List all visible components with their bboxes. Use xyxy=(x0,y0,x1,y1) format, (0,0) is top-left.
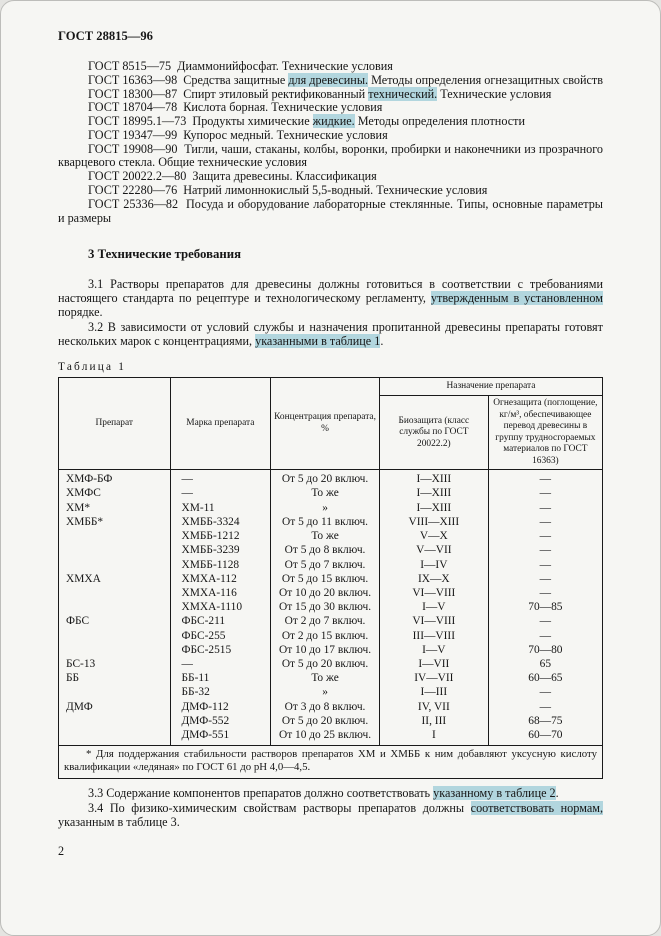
highlighted-text: указанными в таблице 1 xyxy=(255,334,381,348)
table-row xyxy=(59,558,603,572)
table-cell: — xyxy=(488,686,602,700)
table-row xyxy=(59,714,603,728)
table-cell: — xyxy=(488,501,602,515)
table-cell: ХМ-11 xyxy=(170,501,271,515)
table-cell: ФБС-2515 xyxy=(170,643,271,657)
table-cell: От 5 до 20 включ. xyxy=(271,658,380,672)
table-cell: От 5 до 8 включ. xyxy=(271,544,380,558)
table-cell: — xyxy=(488,544,602,558)
text-segment: Методы определения огнезащитных свойств xyxy=(368,72,603,87)
text-segment: 3.2 В зависимости от условий службы и назначения пропитанной древесины препараты готовят нескольких марок с концентрациями, xyxy=(58,320,603,348)
col-header-naznachenie: Назначение препарата xyxy=(379,377,602,395)
table-row xyxy=(59,686,603,700)
table-cell: 70—80 xyxy=(488,643,602,657)
reference-line xyxy=(58,88,603,102)
table-cell: ХМХА-1110 xyxy=(170,601,271,615)
table-row xyxy=(59,729,603,746)
col-header-concentration: Концентрация препарата, % xyxy=(271,377,380,469)
section-heading: 3 Технические требования xyxy=(88,247,242,262)
table-cell: I—V xyxy=(379,643,488,657)
paragraph-3-3 xyxy=(58,787,603,801)
table-cell: ХМББ-3324 xyxy=(170,515,271,529)
table-cell: 60—65 xyxy=(488,672,602,686)
table-cell: V—X xyxy=(379,530,488,544)
table-row xyxy=(59,501,603,515)
table-footnote: * Для поддержания стабильности растворов препаратов ХМ и ХМББ к ним добавляют уксусную кислоту квалификации «ледяная» по ГОСТ 61 до рН 4,0—4,5. xyxy=(59,746,603,779)
table-cell: IV, VII xyxy=(379,700,488,714)
table-cell: ББ-32 xyxy=(170,686,271,700)
text-segment: ГОСТ 20022.2—80 Защита древесины. Классификация xyxy=(88,169,377,184)
table-cell: I—XIII xyxy=(379,470,488,487)
col-header-marka: Марка препарата xyxy=(170,377,271,469)
table-cell: ХМФС xyxy=(59,487,171,501)
table-cell: ХМББ-1212 xyxy=(170,530,271,544)
table-cell: VI—VIII xyxy=(379,586,488,600)
table-cell: То же xyxy=(271,487,380,501)
table-cell: ФБС xyxy=(59,615,171,629)
text-segment: 3.1 Растворы препаратов для древесины должны готовиться в соответствии с требованиями настоящего стандарта по рецептуре и технологическому регламенту, xyxy=(58,277,603,306)
table-cell xyxy=(59,586,171,600)
col-header-preparat: Препарат xyxy=(59,377,171,469)
table-cell: БС-13 xyxy=(59,658,171,672)
table-cell: ФБС-211 xyxy=(170,615,271,629)
table-cell: ХМ* xyxy=(59,501,171,515)
table-cell: От 2 до 7 включ. xyxy=(271,615,380,629)
table-cell: — xyxy=(488,515,602,529)
text-segment: ГОСТ 25336—82 Посуда и оборудование лабораторные стеклянные. Типы, основные параметры и размеры xyxy=(58,196,603,225)
table-cell: ФБС-255 xyxy=(170,629,271,643)
table-cell: — xyxy=(488,700,602,714)
table-row xyxy=(59,629,603,643)
text-segment: Технические условия xyxy=(437,86,552,101)
table-cell: ХМББ* xyxy=(59,515,171,529)
table-cell: — xyxy=(488,615,602,629)
table-row xyxy=(59,672,603,686)
table-cell: — xyxy=(488,530,602,544)
table-row xyxy=(59,530,603,544)
text-segment: ГОСТ 19908—90 Тигли, чаши, стаканы, колбы, воронки, пробирки и наконечники из прозрачного кварцевого стекла. Общие технические условия xyxy=(58,141,603,170)
col-header-biozashchita: Биозащита (класс службы по ГОСТ 20022.2) xyxy=(379,396,488,470)
highlighted-text: соответствовать нормам, xyxy=(470,801,603,816)
table-cell: I—XIII xyxy=(379,501,488,515)
table-cell: ББ-11 xyxy=(170,672,271,686)
highlighted-text: для древесины. xyxy=(288,72,369,87)
table-cell: I—IV xyxy=(379,558,488,572)
table-cell xyxy=(59,558,171,572)
table-cell xyxy=(59,729,171,746)
table-cell: — xyxy=(488,558,602,572)
table-cell: ХМББ-3239 xyxy=(170,544,271,558)
table-cell: — xyxy=(488,572,602,586)
reference-line xyxy=(58,60,603,74)
table-cell xyxy=(59,530,171,544)
highlighted-text: утвержденным в установленном xyxy=(430,291,603,306)
table-cell: ДМФ-551 xyxy=(170,729,271,746)
table-cell: ХМФ-БФ xyxy=(59,470,171,487)
table-row xyxy=(59,601,603,615)
table-cell: От 10 до 25 включ. xyxy=(271,729,380,746)
reference-line xyxy=(58,170,603,184)
text-segment: . xyxy=(555,786,559,801)
table-cell: От 5 до 7 включ. xyxy=(271,558,380,572)
table-cell: » xyxy=(271,686,380,700)
table-row xyxy=(59,544,603,558)
table-cell: 70—85 xyxy=(488,601,602,615)
table-cell: ХМХА-112 xyxy=(170,572,271,586)
table-cell xyxy=(59,686,171,700)
page-number: 2 xyxy=(58,843,65,858)
table-cell: — xyxy=(488,487,602,501)
table-row xyxy=(59,487,603,501)
table-cell: IV—VII xyxy=(379,672,488,686)
table-cell: V—VII xyxy=(379,544,488,558)
table-cell: VI—VIII xyxy=(379,615,488,629)
table-row xyxy=(59,470,603,487)
table-cell: I—XIII xyxy=(379,487,488,501)
table-cell xyxy=(59,601,171,615)
table-cell: От 2 до 15 включ. xyxy=(271,629,380,643)
table-cell: — xyxy=(170,658,271,672)
text-segment: ГОСТ 19347—99 Купорос медный. Технические условия xyxy=(88,127,388,142)
text-segment: Методы определения плотности xyxy=(354,114,525,129)
table-cell xyxy=(59,643,171,657)
reference-line xyxy=(58,143,603,171)
table-cell: — xyxy=(170,487,271,501)
table-cell: I—III xyxy=(379,686,488,700)
table-header xyxy=(59,377,603,469)
table-row xyxy=(59,515,603,529)
table-cell: VIII—XIII xyxy=(379,515,488,529)
table-cell: ХМХА xyxy=(59,572,171,586)
table-cell: От 15 до 30 включ. xyxy=(271,601,380,615)
table-cell: От 3 до 8 включ. xyxy=(271,700,380,714)
table-cell: » xyxy=(271,501,380,515)
table-cell: I—VII xyxy=(379,658,488,672)
highlighted-text: технический. xyxy=(368,86,438,101)
paragraph-3-4 xyxy=(58,802,603,830)
table-cell: II, III xyxy=(379,714,488,728)
table-cell: 68—75 xyxy=(488,714,602,728)
table-row xyxy=(59,586,603,600)
table-cell: 65 xyxy=(488,658,602,672)
text-segment: ГОСТ 8515—75 Диаммонийфосфат. Технические условия xyxy=(88,59,393,73)
table-cell: IX—X xyxy=(379,572,488,586)
paragraph-3-2 xyxy=(58,321,603,349)
text-segment: ГОСТ 18995.1—73 Продукты химические xyxy=(88,114,313,129)
text-segment: ГОСТ 18300—87 Спирт этиловый ректификованный xyxy=(88,86,369,101)
reference-line xyxy=(58,184,603,198)
col-header-ognezashchita: Огнезащита (поглощение, кг/м³, обеспечивающее перевод древесины в группу трудносгораемых материалов по ГОСТ 16363) xyxy=(488,396,602,470)
table-cell: От 5 до 15 включ. xyxy=(271,572,380,586)
text-segment: 3.4 По физико-химическим свойствам растворы препаратов должны xyxy=(88,801,471,816)
table-row xyxy=(59,643,603,657)
reference-line xyxy=(58,101,603,115)
text-segment: ГОСТ 22280—76 Натрий лимоннокислый 5,5-водный. Технические условия xyxy=(88,183,488,198)
table-cell: 60—70 xyxy=(488,729,602,746)
table-1 xyxy=(58,377,603,779)
table-cell: ДМФ-552 xyxy=(170,714,271,728)
table-cell: — xyxy=(170,470,271,487)
table-cell xyxy=(59,714,171,728)
reference-line xyxy=(58,129,603,143)
table-row xyxy=(59,615,603,629)
table-cell: ББ xyxy=(59,672,171,686)
table-cell: ХМББ-1128 xyxy=(170,558,271,572)
table-row xyxy=(59,658,603,672)
table-footer xyxy=(59,746,603,779)
paragraph-3-1 xyxy=(58,278,603,320)
table-cell: III—VIII xyxy=(379,629,488,643)
table-cell: То же xyxy=(271,672,380,686)
reference-line xyxy=(58,198,603,226)
text-segment: ГОСТ 18704—78 Кислота борная. Технические условия xyxy=(88,100,383,115)
text-segment: . xyxy=(380,334,384,348)
reference-line xyxy=(58,74,603,88)
text-segment: порядке. xyxy=(58,305,103,320)
table-cell: ДМФ-112 xyxy=(170,700,271,714)
references-list xyxy=(58,60,603,225)
table-cell: То же xyxy=(271,530,380,544)
table-body xyxy=(59,470,603,746)
table-cell: — xyxy=(488,470,602,487)
table-cell: От 10 до 20 включ. xyxy=(271,586,380,600)
table-cell xyxy=(59,629,171,643)
highlighted-text: указанному в таблице 2 xyxy=(433,786,556,801)
doc-number: ГОСТ 28815—96 xyxy=(58,29,153,43)
table-caption: Таблица 1 xyxy=(58,360,127,373)
table-row xyxy=(59,700,603,714)
table-cell: — xyxy=(488,586,602,600)
table-cell: От 5 до 11 включ. xyxy=(271,515,380,529)
reference-line xyxy=(58,115,603,129)
table-cell: I xyxy=(379,729,488,746)
text-segment: указанным в таблице 3. xyxy=(58,815,180,830)
table-cell: ХМХА-116 xyxy=(170,586,271,600)
text-segment: 3.3 Содержание компонентов препаратов должно соответствовать xyxy=(88,786,434,801)
text-segment: ГОСТ 16363—98 Средства защитные xyxy=(88,72,289,87)
table-cell xyxy=(59,544,171,558)
table-cell: I—V xyxy=(379,601,488,615)
highlighted-text: жидкие. xyxy=(312,114,355,129)
table-row xyxy=(59,572,603,586)
table-cell: От 5 до 20 включ. xyxy=(271,714,380,728)
table-cell: — xyxy=(488,629,602,643)
table-cell: От 5 до 20 включ. xyxy=(271,470,380,487)
table-cell: ДМФ xyxy=(59,700,171,714)
table-cell: От 10 до 17 включ. xyxy=(271,643,380,657)
